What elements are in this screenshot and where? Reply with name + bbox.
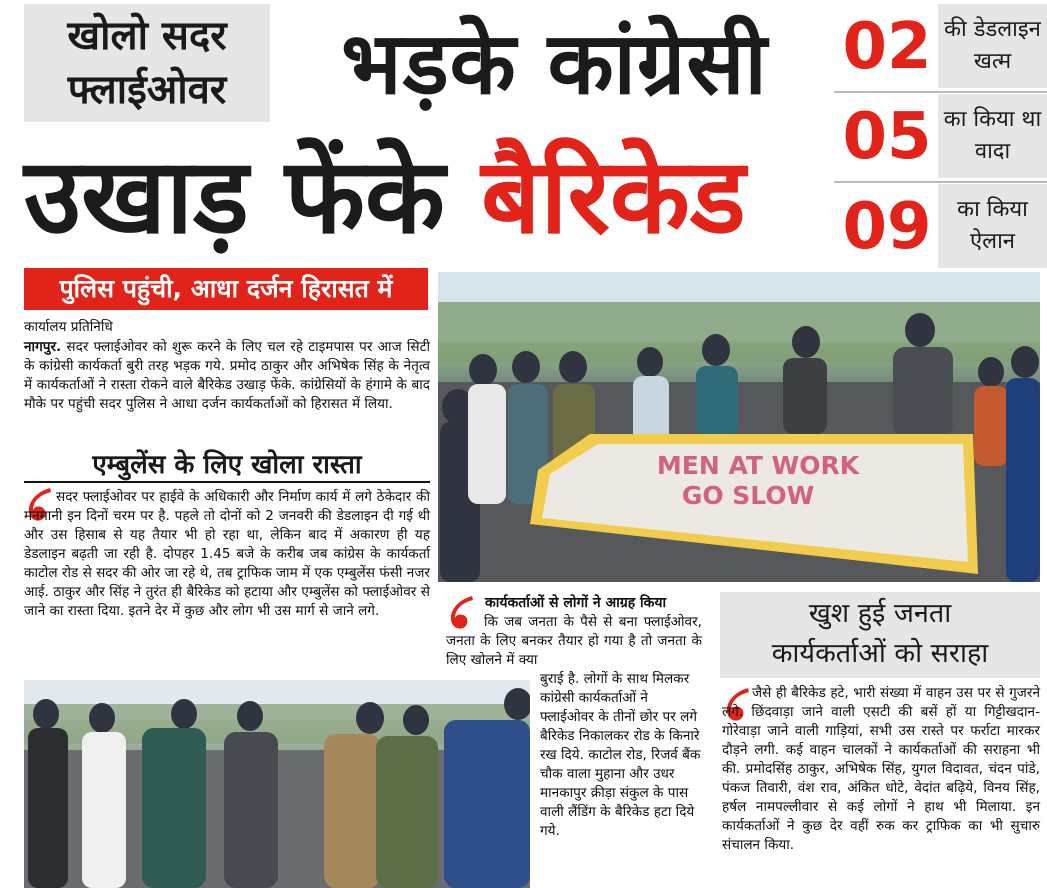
kicker-box: [24, 4, 270, 122]
subhead-underline: [24, 481, 430, 483]
dateline: नागपुर.: [24, 339, 62, 355]
stat-divider: [834, 91, 1047, 93]
protest-photo-police: [24, 680, 530, 888]
kicker-line-1: खोलो सदर: [67, 13, 227, 59]
headline-line-2-dark: उखाड़ फेंके: [24, 135, 482, 257]
photo-scene: [438, 272, 1040, 582]
subhead-ambulance: एम्बुलेंस के लिए खोला रास्ता: [92, 450, 362, 480]
intro-text: सदर फ्लाईओवर को शुरू करने के लिए चल रहे टाइमपास पर आज सिटी के कांग्रेसी कार्यकर्ता बुरी तरह भड़क गये. प्रमोद ठाकुर और अभिषेक सिंह के नेतृत्व में कार्यकर्ताओं ने रास्ता रोकने वाले बैरिकेड उखाड़ फेंके. कांग्रेसियों के हंगामे के बाद मौके पर पहुंची सदर पुलिस ने आधा दर्जन कार्यकर्ताओं को हिरासत में लिया.: [24, 339, 430, 412]
stat-row: [834, 94, 1047, 180]
stat-label: का किया ऐलान: [938, 184, 1047, 268]
stat-row: [834, 4, 1047, 90]
stat-row: [834, 184, 1047, 270]
middle-bottom-text: बुराई है. लोगों के साथ मिलकर कांग्रेसी कार्यकर्ताओं ने फ्लाईओवर के तीनों छोर पर लगे बैरिकेड निकालकर रोड के किनारे रख दिये. काटोल रोड, रिजर्व बैंक चौक वाला मुहाना और उधर मानकापुर क्रीड़ा संकुल के पास वाली लैंडिंग के बैरिकेड हटा दिये गये.: [540, 671, 701, 839]
stat-number: 09: [842, 190, 932, 264]
right-title-line-1: खुश हुई जनता: [808, 598, 952, 629]
protest-photo-barricade: [438, 272, 1040, 582]
section-bar: पुलिस पहुंची, आधा दर्जन हिरासत में: [24, 268, 428, 310]
right-title-line-2: कार्यकर्ताओं को सराहा: [771, 638, 989, 669]
sign-line-2: GO SLOW: [681, 481, 815, 510]
stat-number: 05: [842, 100, 932, 174]
stat-divider: [834, 181, 1047, 183]
sign-line-1: MEN AT WORK: [656, 451, 860, 480]
right-paragraph: जैसे ही बैरिकेड हटे, भारी संख्या में वाहन उस पर से गुजरने लगे. छिंदवाड़ा जाने वाली एसटी की बसें हों या गिट्टीखदान-गोरेवाड़ा जाने वाली गाड़ियां, सभी उस रास्ते पर फर्राटा मारकर दौड़ने लगी. कई वाहन चालकों ने कार्यकर्ताओं की सराहना भी की. प्रमोदसिंह ठाकुर, अभिषेक सिंह, युगल विदावत, चंदन पांडे, पंकज तिवारी, वंश राव, अंकित धोटे, वेदांत बढ़िये, विनय सिंह, हर्षल नामपल्लीवार से कई लोगों ने हाथ भी मिलाया. इन कार्यकर्ताओं ने कुछ देर वहीं रुक कर ट्राफिक का भी सुचारु संचालन किया.: [722, 685, 1040, 853]
middle-heading: कार्यकर्ताओं से लोगों ने आग्रह किया: [485, 595, 667, 611]
stat-number: 02: [842, 10, 932, 84]
kicker-line-2: फ्लाईओवर: [67, 67, 227, 113]
middle-top-text: कि जब जनता के पैसे से बना फ्लाईओवर, जनता के लिए बनकर तैयार हो गया है तो जनता के लिए खोलने में क्या: [446, 614, 702, 668]
ambulance-paragraph: सदर फ्लाईओवर पर हाईवे के अधिकारी और निर्माण कार्य में लगे ठेकेदार की मनमानी इन दिनों चरम पर है. पहले तो दोनों को 2 जनवरी की डेडलाइन दी गई थी और उस हिसाब से यह तैयार भी हो रहा था, लेकिन बाद में अकारण ही यह डेडलाइन बढ़ती जा रही है. दोपहर 1.45 बजे के करीब जब कांग्रेस के कार्यकर्ता काटोल रोड से सदर की ओर जा रहे थे, तब ट्राफिक जाम में एक एम्बुलेंस फंसी नजर आई. ठाकुर और सिंह ने तुरंत ही बैरिकेड को हटाया और एम्बुलेंस को फ्लाईओवर से जाने का रास्ता दिया. इतने देर में कुछ और लोग भी उस मार्ग से जाने लगे.: [24, 489, 430, 619]
headline-line-1: भड़के कांग्रेसी: [341, 14, 768, 114]
intro-paragraph: [24, 338, 430, 414]
headline-line-2-red: बैरिकेड: [481, 135, 746, 257]
stat-label: की डेडलाइन खत्म: [938, 4, 1047, 88]
stat-label: का किया था वादा: [938, 94, 1047, 178]
stats-sidebar: [834, 4, 1047, 266]
photo-scene: [24, 680, 530, 888]
byline: कार्यालय प्रतिनिधि: [24, 319, 113, 335]
headline-line-2: [24, 132, 834, 262]
right-title-box: [720, 592, 1040, 678]
